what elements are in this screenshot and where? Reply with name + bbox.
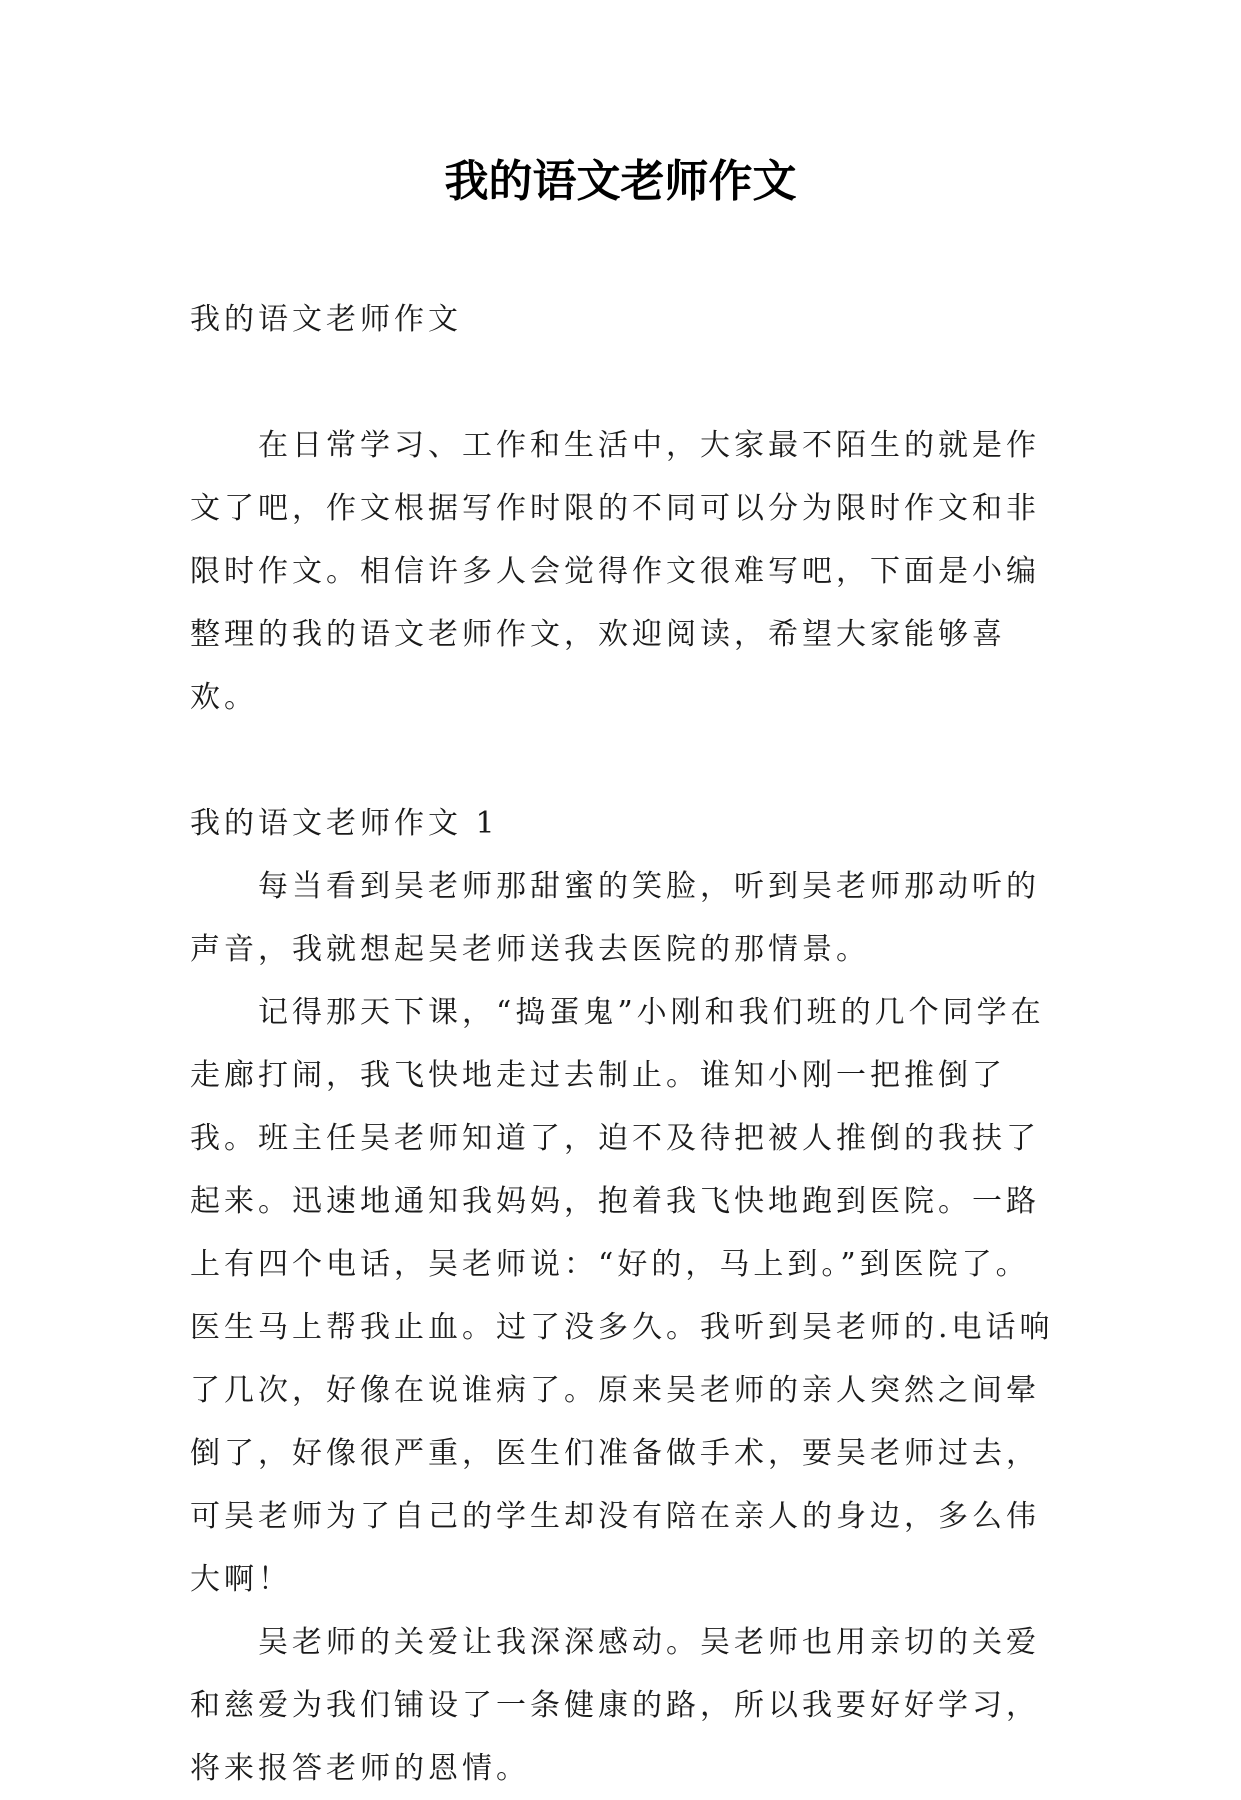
document-subtitle: 我的语文老师作文	[190, 302, 462, 337]
essay-heading: 我的语文老师作文 1	[190, 806, 499, 841]
document-body	[190, 288, 1055, 1800]
essay-paragraph: 每当看到吴老师那甜蜜的笑脸，听到吴老师那动听的声音，我就想起吴老师送我去医院的那情景。	[190, 869, 1040, 967]
intro-paragraph: 在日常学习、工作和生活中，大家最不陌生的就是作文了吧，作文根据写作时限的不同可以分为限时作文和非限时作文。相信许多人会觉得作文很难写吧，下面是小编整理的我的语文老师作文，欢迎阅读，希望大家能够喜欢。	[190, 428, 1040, 715]
document-title: 我的语文老师作文	[444, 156, 797, 207]
essay-paragraph: 记得那天下课，“捣蛋鬼”小刚和我们班的几个同学在走廊打闹，我飞快地走过去制止。谁知小刚一把推倒了我。班主任吴老师知道了，迫不及待把被人推倒的我扶了起来。迅速地通知我妈妈，抱着我飞快地跑到医院。一路上有四个电话，吴老师说：“好的，马上到。”到医院了。医生马上帮我止血。过了没多久。我听到吴老师的.电话响了几次，好像在说谁病了。原来吴老师的亲人突然之间晕倒了，好像很严重，医生们准备做手术，要吴老师过去，可吴老师为了自己的学生却没有陪在亲人的身边，多么伟大啊！	[190, 995, 1054, 1597]
essay-paragraph: 吴老师的关爱让我深深感动。吴老师也用亲切的关爱和慈爱为我们铺设了一条健康的路，所以我要好好学习，将来报答老师的恩情。	[190, 1625, 1040, 1786]
